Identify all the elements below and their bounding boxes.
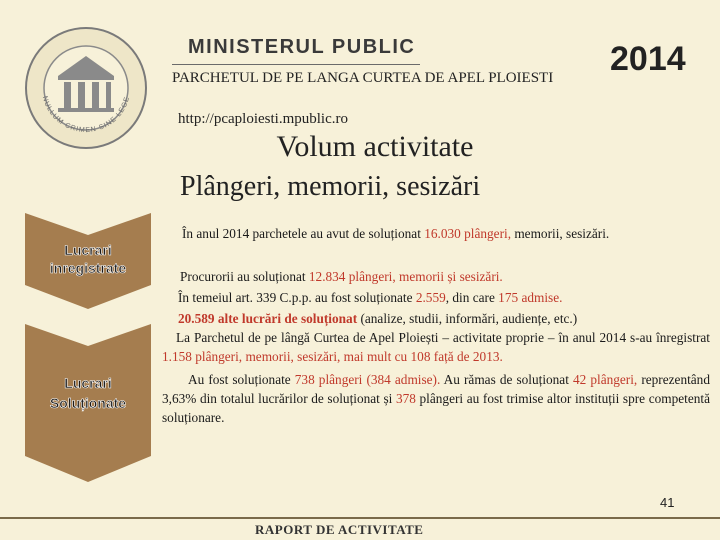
paragraph-6: Au fost soluționate 738 plângeri (384 admise). Au rămas de soluționat 42 plângeri, reprezentând 3,63% din totalul lucrărilor de soluționat și 378 plângeri au fost trimise altor instituții spre competentă soluționare. xyxy=(162,372,710,425)
header-rule xyxy=(172,64,420,65)
paragraph-5: La Parchetul de pe lângă Curtea de Apel Ploiești – activitate proprie – în anul 2014 s-au înregistrat 1.158 plângeri, memorii, sesizări, mai mult cu 108 față de 2013. xyxy=(162,330,710,364)
paragraph-4: 20.589 alte lucrări de soluționat (analize, studii, informări, audiențe, etc.) xyxy=(178,311,578,326)
chevron-solved-label-1: Lucrari xyxy=(64,375,112,391)
chevron-registered-label-2: inregistrate xyxy=(49,260,127,276)
chevron-solved xyxy=(25,324,151,482)
paragraph-1: În anul 2014 parchetele au avut de soluționat 16.030 plângeri, memorii, sesizări. xyxy=(182,226,610,241)
footer-rule xyxy=(0,517,720,519)
title-line-1: Volum activitate xyxy=(276,130,474,163)
chevron-registered-label-1: Lucrari xyxy=(64,242,112,258)
logo-motto: NULLUM CRIMEN SINE LEGE xyxy=(40,95,132,135)
paragraph-3: În temeiul art. 339 C.p.p. au fost soluționate 2.559, din care 175 admise. xyxy=(178,290,563,305)
office-name: PARCHETUL DE PE LANGA CURTEA DE APEL PLOIESTI xyxy=(172,70,554,86)
body-text xyxy=(162,224,710,427)
page-number: 41 xyxy=(660,495,675,510)
paragraph-2: Procurorii au soluționat 12.834 plângeri, memorii și sesizări. xyxy=(180,269,503,284)
chevron-solved-label-2: Soluționate xyxy=(49,395,127,411)
chevron-registered xyxy=(25,213,151,309)
page-subtitle: Plângeri, memorii, sesizări xyxy=(180,171,481,202)
website-link[interactable]: http://pcaploiesti.mpublic.ro xyxy=(178,111,348,127)
footer-title: RAPORT DE ACTIVITATE xyxy=(255,522,424,537)
report-year: 2014 xyxy=(610,40,686,78)
ministry-title: MINISTERUL PUBLIC xyxy=(188,36,416,58)
page-title xyxy=(0,130,720,164)
